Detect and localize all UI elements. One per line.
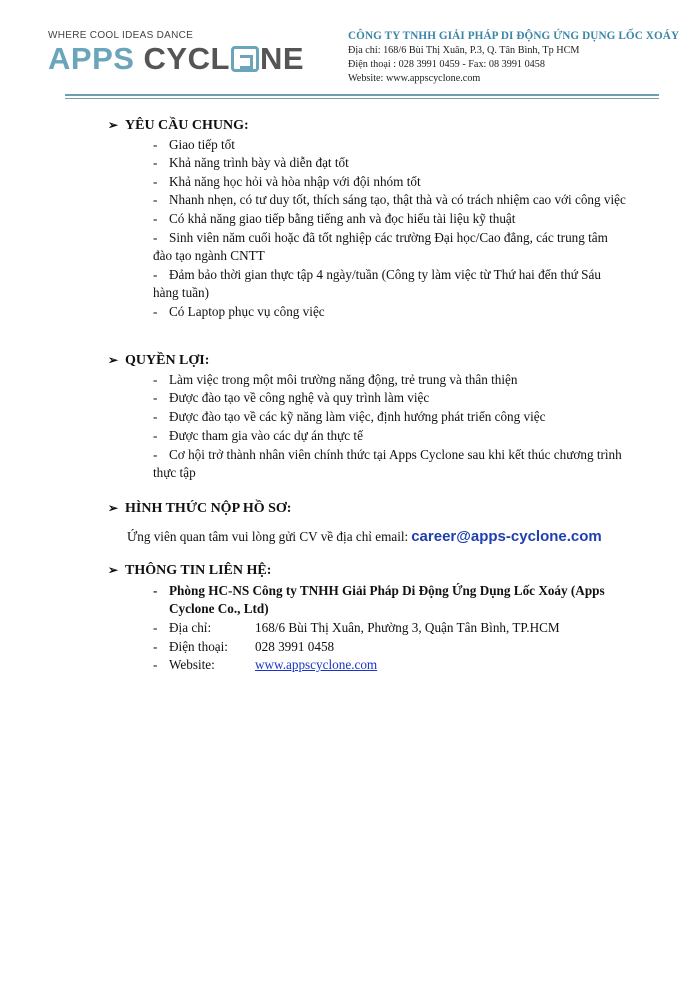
company-website: Website: www.appscyclone.com	[348, 73, 481, 84]
header-divider	[65, 94, 659, 96]
company-address: Địa chỉ: 168/6 Bùi Thị Xuân, P.3, Q. Tân Bình, Tp HCM	[348, 45, 580, 56]
section-title-requirements: ➢ YÊU CẦU CHUNG:	[108, 118, 249, 133]
career-email-link[interactable]: career@apps-cyclone.com	[411, 528, 602, 545]
contact-department-continuation: Cyclone Co., Ltd)	[169, 601, 269, 616]
company-name: CÔNG TY TNHH GIẢI PHÁP DI ĐỘNG ỨNG DỤNG LỐC XOÁY	[348, 30, 680, 42]
contact-department: - Phòng HC-NS Công ty TNHH Giải Pháp Di Động Ứng Dụng Lốc Xoáy (Apps	[153, 583, 605, 598]
list-item-continuation: hàng tuần)	[153, 285, 210, 300]
company-info	[348, 30, 680, 84]
list-item: - Sinh viên năm cuối hoặc đã tốt nghiệp các trường Đại học/Cao đẳng, các trung tâm	[153, 230, 608, 245]
list-item: - Khả năng trình bày và diễn đạt tốt	[153, 155, 349, 170]
section-title-apply: ➢ HÌNH THỨC NỘP HỒ SƠ:	[108, 501, 292, 516]
list-item: - Nhanh nhẹn, có tư duy tốt, thích sáng tạo, thật thà và có trách nhiệm cao với công việc	[153, 192, 626, 207]
list-item-continuation: đào tạo ngành CNTT	[153, 248, 265, 263]
list-item: - Cơ hội trở thành nhân viên chính thức tại Apps Cyclone sau khi kết thúc chương trình	[153, 447, 622, 462]
website-link[interactable]: www.appscyclone.com	[255, 657, 378, 672]
list-item: - Khả năng học hỏi và hòa nhập với đội nhóm tốt	[153, 174, 421, 189]
contact-phone: - Điện thoại: 028 3991 0458	[153, 639, 335, 654]
list-item: - Được đào tạo về công nghệ và quy trình làm việc	[153, 390, 430, 405]
contact-website: - Website: www.appscyclone.com	[153, 657, 378, 672]
list-item: - Được tham gia vào các dự án thực tế	[153, 428, 363, 443]
arrow-bullet-icon: ➢	[108, 353, 119, 367]
logo-ne-text: NE	[259, 41, 305, 76]
section-title-contact: ➢ THÔNG TIN LIÊN HỆ:	[108, 563, 272, 578]
list-item-continuation: thực tập	[153, 465, 196, 480]
logo-o-icon	[231, 46, 259, 72]
company-logo	[48, 41, 304, 77]
arrow-bullet-icon: ➢	[108, 118, 119, 132]
list-item: - Làm việc trong một môi trường năng động, trẻ trung và thân thiện	[153, 372, 518, 387]
logo-apps-text: APPS	[48, 41, 135, 76]
list-item: - Giao tiếp tốt	[153, 137, 235, 152]
list-item: - Đảm bảo thời gian thực tập 4 ngày/tuần (Công ty làm việc từ Thứ hai đến thứ Sáu	[153, 267, 601, 282]
apply-instructions: Ứng viên quan tâm vui lòng gửi CV về địa chỉ email: career@apps-cyclone.com	[127, 528, 602, 545]
header-divider-thin	[65, 98, 659, 99]
list-item: - Được đào tạo về các kỹ năng làm việc, định hướng phát triển công việc	[153, 409, 546, 424]
arrow-bullet-icon: ➢	[108, 563, 119, 577]
company-phone: Điện thoại : 028 3991 0459 - Fax: 08 3991 0458	[348, 59, 545, 70]
list-item: - Có Laptop phục vụ công việc	[153, 304, 325, 319]
arrow-bullet-icon: ➢	[108, 501, 119, 515]
list-item: - Có khả năng giao tiếp bằng tiếng anh và đọc hiểu tài liệu kỹ thuật	[153, 211, 516, 226]
logo-cycl-text: CYCL	[143, 41, 230, 76]
contact-address: - Địa chỉ: 168/6 Bùi Thị Xuân, Phường 3, Quận Tân Bình, TP.HCM	[153, 620, 560, 635]
logo-tagline: WHERE COOL IDEAS DANCE	[48, 30, 194, 41]
section-title-benefits: ➢ QUYỀN LỢI:	[108, 353, 210, 368]
